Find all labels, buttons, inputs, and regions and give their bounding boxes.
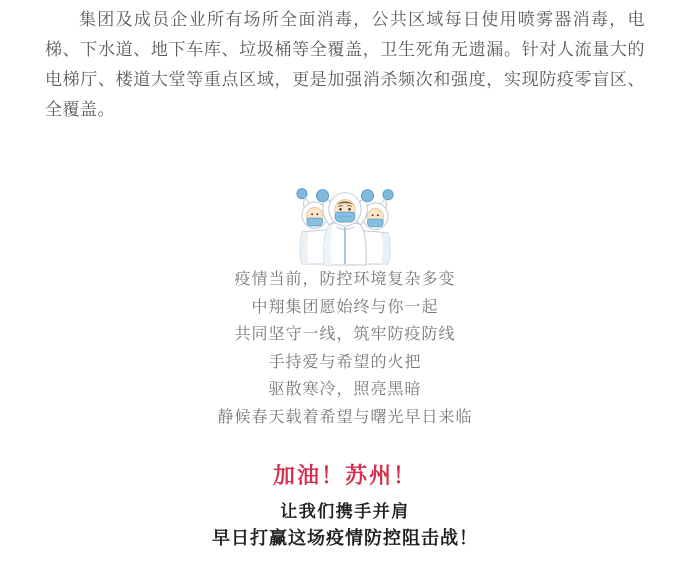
- poem-line: 驱散寒冷，照亮黑暗: [268, 381, 422, 398]
- slogan-line: 让我们携手并肩: [280, 502, 410, 521]
- poem-line: 共同坚守一线，筑牢防疫防线: [234, 326, 456, 343]
- poem-line: 手持爱与希望的火把: [268, 353, 422, 371]
- slogan-title: 加油！苏州！: [272, 463, 417, 488]
- slogan-line: 早日打赢这场疫情防控阻击战！: [212, 528, 478, 548]
- illustration-container: [0, 179, 690, 272]
- disinfection-paragraph: 集团及成员企业所有场所全面消毒，公共区域每日使用喷雾器消毒，电梯、下水道、地下车库、垃圾桶等全覆盖，卫生死角无遗漏。针对人流量大的电梯厅、楼道大堂等重点区域，更是加强消杀频次和强度，实现防疫零盲区、全覆盖。: [45, 10, 645, 119]
- poem-line: 静候春天载着希望与曙光早日来临: [217, 408, 473, 426]
- medical-team-illustration-icon: [286, 179, 404, 267]
- poem-block: [0, 266, 690, 431]
- center-medic-figure: [316, 190, 373, 265]
- poem-line: 疫情当前，防控环境复杂多变: [234, 271, 456, 288]
- poem-line: 中翔集团愿始终与你一起: [251, 298, 439, 316]
